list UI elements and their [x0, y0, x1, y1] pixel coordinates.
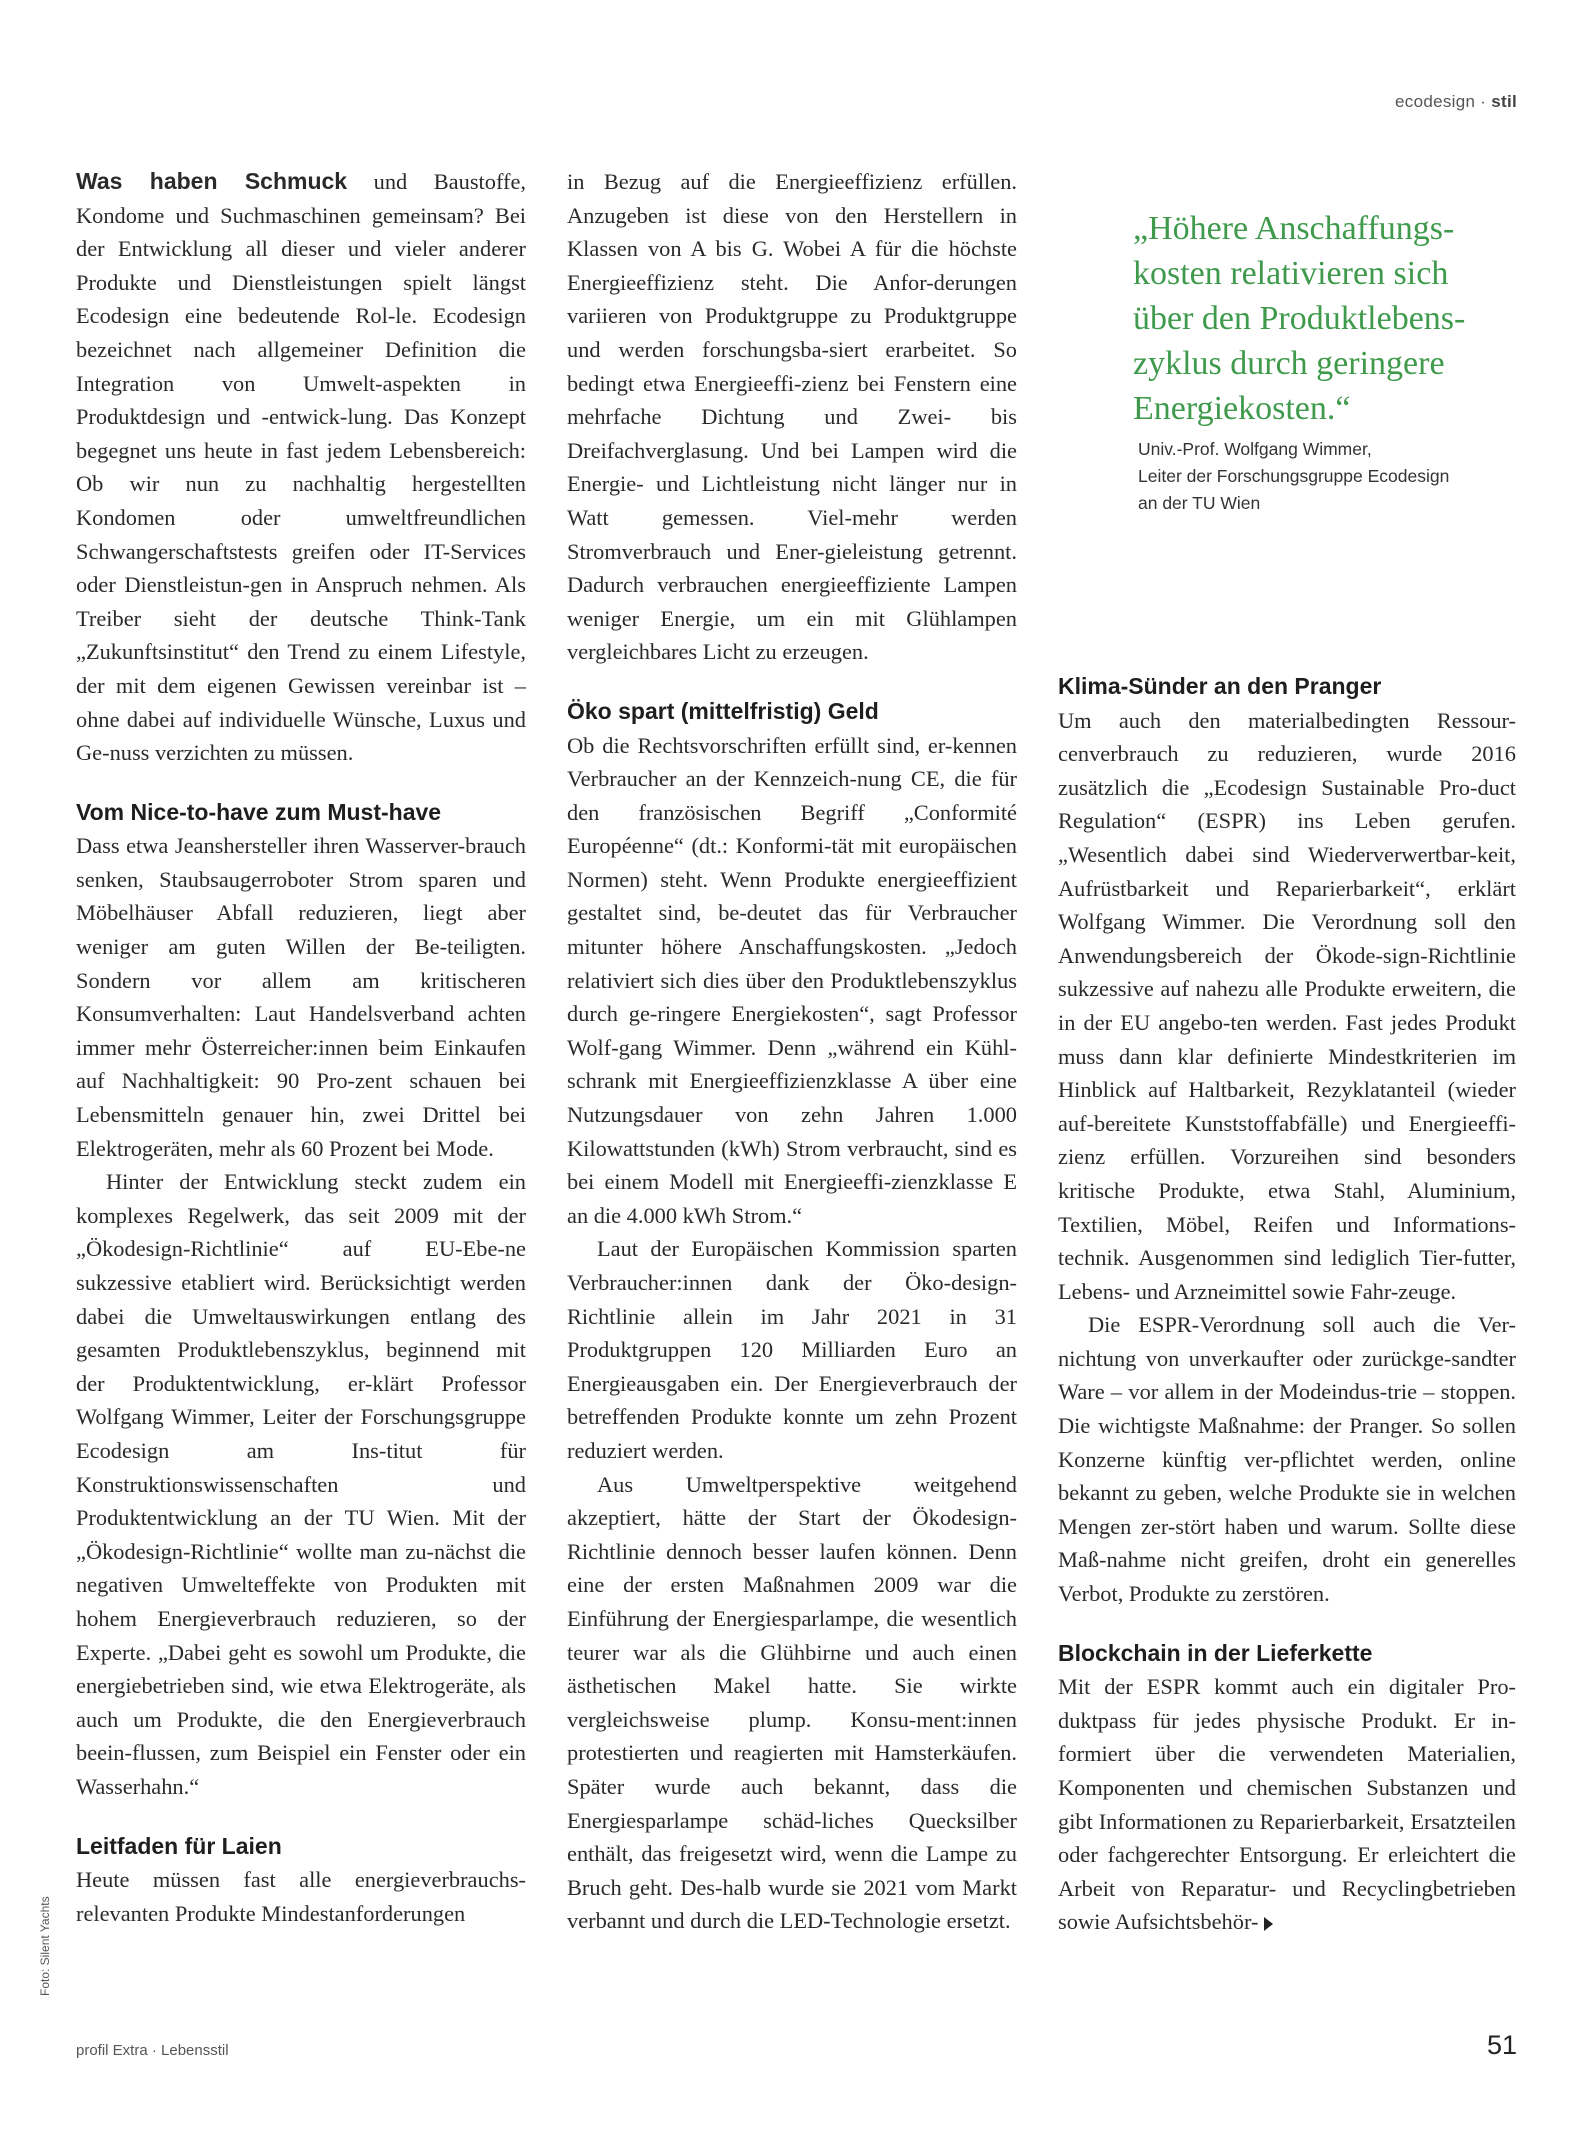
body-paragraph: Aus Umweltperspektive weitgehend akzeptiert, hätte der Start der Ökodesign-Richtlinie dennoch besser laufen können. Denn eine der ersten Maßnahmen 2009 war die Einführung der Energiesparlampe, die wesentlich teurer war als die Glühbirne und auch einen ästhetischen Makel hatte. Sie wirkte vergleichsweise plump. Konsu-ment:innen protestierten und reagierten mit Hamsterkäufen. Später wurde auch bekannt, dass die Energiesparlampe schäd-liches Quecksilber enthält, das freigesetzt wird, wenn die Lampe zu Bruch geht. Des-halb wurde sie 2021 vom Markt verbannt und durch die LED-Technologie ersetzt.	[567, 1471, 1017, 1934]
body-paragraph: in Bezug auf die Energieeffizienz erfüllen. Anzugeben ist diese von den Herstellern in Klassen von A bis G. Wobei A für die höchste Energieeffizienz steht. Die Anfor-derungen variieren von Produktgruppe zu Produktgruppe und werden forschungsba-siert erarbeitet. So bedingt etwa Energieeffi-zienz bei Fenstern eine mehrfache Dichtung und Zwei- bis Dreifachverglasung. Und bei Lampen wird die Energie- und Lichtleistung nicht länger nur in Watt gemessen. Viel-mehr werden Stromverbrauch und Ener-gieleistung getrennt. Dadurch verbrauchen energieeffiziente Lampen weniger Energie, um ein mit Glühlampen vergleichbares Licht zu erzeugen.	[567, 169, 1017, 665]
page-number: 51	[1486, 2030, 1517, 2060]
photo-credit: Foto: Silent Yachts	[38, 1896, 52, 1996]
article-column-2	[567, 165, 1017, 1938]
header-section: stil	[1491, 92, 1517, 111]
footer-publication: profil Extra · Lebensstil	[76, 2042, 229, 2059]
body-paragraph-last	[1058, 1670, 1516, 1939]
pull-quote: „Höhere Anschaffungs-kosten relativieren sich über den Produktlebens-zyklus durch geringere Energiekosten.“	[1133, 210, 1466, 427]
body-paragraph: Laut der Europäischen Kommission sparten Verbraucher:innen dank der Öko-design-Richtlinie allein im Jahr 2021 in 31 Produktgruppen 120 Milliarden Euro an Energieausgaben ein. Der Energieverbrauch der betreffenden Produkte konnte um zehn Prozent reduziert werden.	[567, 1236, 1017, 1463]
page-header	[1395, 92, 1517, 112]
attribution-line: Univ.-Prof. Wolfgang Wimmer,	[1138, 439, 1372, 459]
subheading-nice-to-have: Vom Nice-to-have zum Must-have	[76, 798, 442, 825]
quote-attribution	[1138, 436, 1518, 517]
subheading-klima-suender: Klima-Sünder an den Pranger	[1058, 673, 1382, 699]
body-paragraph: Um auch den materialbedingten Ressour-cenverbrauch zu reduzieren, wurde 2016 zusätzlich die „Ecodesign Sustainable Pro-duct Regulation“ (ESPR) ins Leben gerufen. „Wesentlich dabei sind Wiederverwertbar-keit, Aufrüstbarkeit und Reparierbarkeit“, erklärt Wolfgang Wimmer. Die Verordnung soll den Anwendungsbereich der Ökode-sign-Richtlinie sukzessive auf nahezu alle Produkte erweitern, die in der EU angebo-ten werden. Fast jedes Produkt muss dann klar definierte Mindestkriterien im Hinblick auf Haltbarkeit, Rezyklatanteil (wieder auf-bereitete Kunststoffabfälle) und Energieeffi-zienz erfüllen. Vorzureihen sind besonders kritische Produkte, etwa Stahl, Aluminium, Textilien, Möbel, Reifen und Informations-technik. Ausgenommen sind lediglich Tier-futter, Lebens- und Arzneimittel sowie Fahr-zeuge.	[1058, 707, 1516, 1304]
body-paragraph: Dass etwa Jeanshersteller ihren Wasserver-brauch senken, Staubsaugerroboter Strom sparen und Möbelhäuser Abfall reduzieren, liegt aber weniger am guten Willen der Be-teiligten. Sondern vor allem am kritischeren Konsumverhalten: Laut Handelsverband achten immer mehr Österreicher:innen beim Einkaufen auf Nachhaltigkeit: 90 Pro-zent schauen bei Lebensmitteln genauer hin, zwei Drittel bei Elektrogeräten, mehr als 60 Prozent bei Mode.	[76, 833, 526, 1161]
body-paragraph: Heute müssen fast alle energieverbrauchs-relevanten Produkte Mindestanforderungen	[76, 1867, 526, 1926]
subheading-leitfaden: Leitfaden für Laien	[76, 1832, 282, 1859]
subheading-oeko-spart: Öko spart (mittelfristig) Geld	[567, 697, 879, 724]
body-text: Mit der ESPR kommt auch ein digitaler Pro-duktpass für jedes physische Produkt. Er in-formiert über die verwendeten Materialien, Komponenten und chemischen Substanzen und gibt Informationen zu Reparierbarkeit, Ersatzteilen oder fachgerechter Entsorgung. Er erleichtert die Arbeit von Reparatur- und Recyclingbetrieben sowie Aufsichtsbehör-	[1058, 1674, 1516, 1935]
header-prefix: ecodesign ·	[1395, 92, 1492, 111]
body-paragraph: Ob die Rechtsvorschriften erfüllt sind, er-kennen Verbraucher an der Kennzeich-nung CE, die für den französischen Begriff „Conformité Européenne“ (dt.: Konformi-tät mit europäischen Normen) steht. Wenn Produkte energieeffizient gestaltet sind, be-deutet das für Verbraucher mitunter höhere Anschaffungskosten. „Jedoch relativiert sich dies über den Produktlebenszyklus durch ge-ringere Energiekosten“, sagt Professor Wolf-gang Wimmer. Denn „während ein Kühl-schrank mit Energieeffizienzklasse A über eine Nutzungsdauer von zehn Jahren 1.000 Kilowattstunden (kWh) Strom verbraucht, sind es bei einem Modell mit Energieeffi-zienzklasse E an die 4.000 kWh Strom.“	[567, 732, 1017, 1228]
attribution-line: an der TU Wien	[1138, 493, 1261, 513]
attribution-line: Leiter der Forschungsgruppe Ecodesign	[1138, 466, 1450, 486]
intro-text: und Baustoffe, Kondome und Suchmaschinen gemeinsam? Bei der Entwicklung all dieser und vieler anderer Produkte und Dienstleistungen spielt längst Ecodesign eine bedeutende Rol-le. Ecodesign bezeichnet nach allgemeiner Definition die Integration von Umwelt-aspekten in Produktdesign und -entwick-lung. Das Konzept begegnet uns heute in fast jedem Lebensbereich: Ob wir nun zu nachhaltig hergestellten Kondomen oder umweltfreundlichen Schwangerschaftstests greifen oder IT-Services oder Dienstleistun-gen in Anspruch nehmen. Als Treiber sieht der deutsche Think-Tank „Zukunftsinstitut“ den Trend zu einem Lifestyle, der mit dem eigenen Gewissen vereinbar ist – ohne dabei auf individuelle Wünsche, Luxus und Ge-nuss verzichten zu müssen.	[76, 169, 526, 766]
article-column-1	[76, 165, 526, 1930]
intro-paragraph	[76, 165, 526, 770]
lead-in: Was haben Schmuck	[76, 168, 348, 194]
triangle-right-icon	[1264, 1917, 1273, 1931]
subheading-blockchain: Blockchain in der Lieferkette	[1058, 1639, 1373, 1666]
body-paragraph: Hinter der Entwicklung steckt zudem ein komplexes Regelwerk, das seit 2009 mit der „Ökodesign-Richtlinie“ auf EU-Ebe-ne sukzessive etabliert wird. Berücksichtigt werden dabei die Umweltauswirkungen entlang des gesamten Produktlebenszyklus, beginnend mit der Produktentwicklung, er-klärt Professor Wolfgang Wimmer, Leiter der Forschungsgruppe Ecodesign am Ins-titut für Konstruktionswissenschaften und Produktentwicklung an der TU Wien. Mit der „Ökodesign-Richtlinie“ wollte man zu-nächst die negativen Umwelteffekte von Produkten mit hohem Energieverbrauch reduzieren, so der Experte. „Dabei geht es sowohl um Produkte, die energiebetrieben sind, wie etwa Elektrogeräte, als auch um Produkte, die den Energieverbrauch beein-flussen, zum Beispiel ein Fenster oder ein Wasserhahn.“	[76, 1169, 526, 1799]
article-column-3	[1058, 670, 1516, 1939]
body-paragraph: Die ESPR-Verordnung soll auch die Ver-nichtung von unverkaufter oder zurückge-sandter Ware – vor allem in der Modeindus-trie – stoppen. Die wichtigste Maßnahme: der Pranger. So sollen Konzerne künftig ver-pflichtet werden, online bekannt zu geben, welche Produkte sie in welchen Mengen zer-stört haben und warum. Sollte diese Maß-nahme nicht greifen, droht ein generelles Verbot, Produkte zu zerstören.	[1058, 1312, 1516, 1607]
